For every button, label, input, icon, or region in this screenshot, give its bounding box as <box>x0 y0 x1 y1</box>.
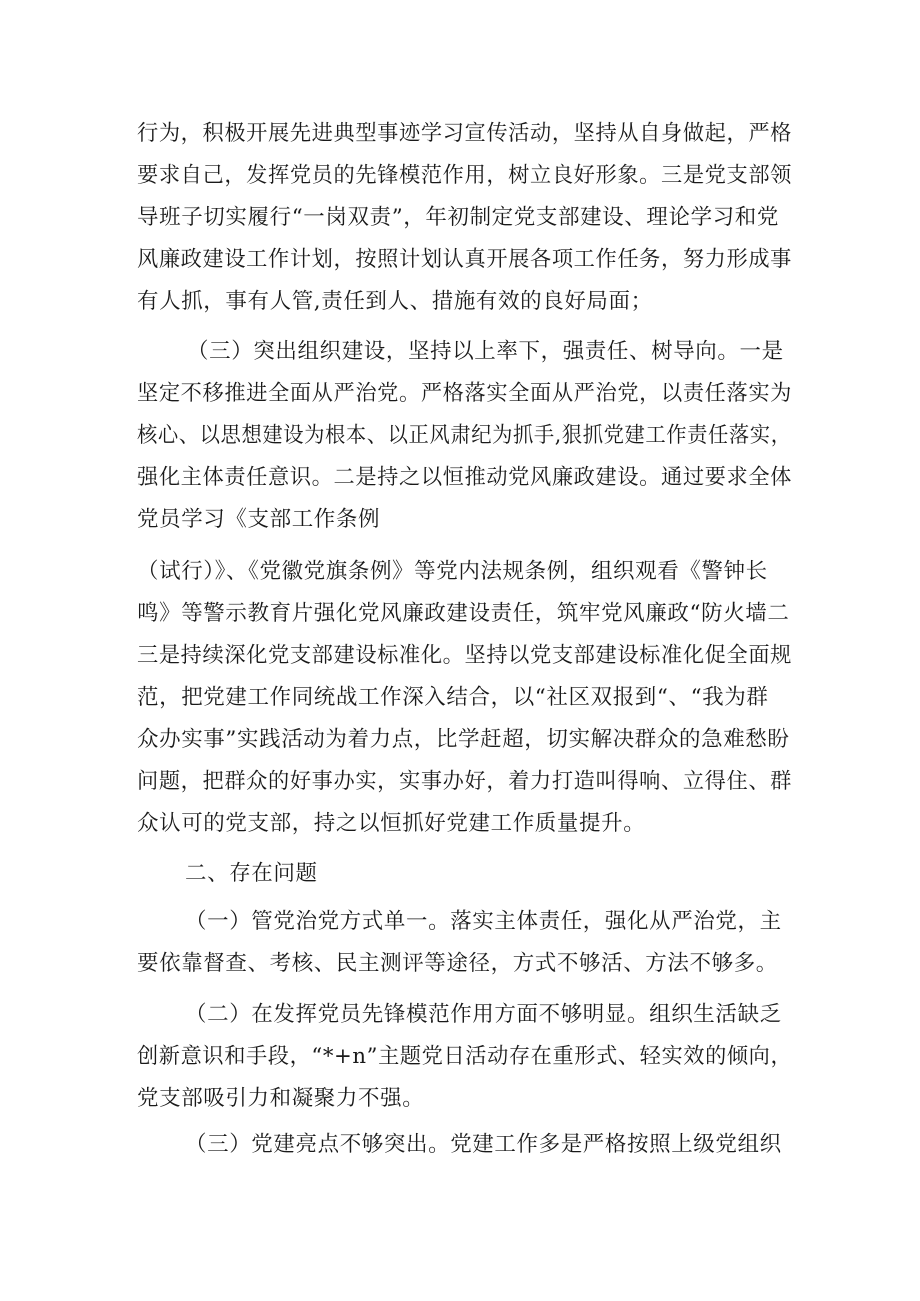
paragraph-line: 导班子切实履行“一岗双责”，年初制定党支部建设、理论学习和党 <box>137 205 779 230</box>
paragraph-line: 核心、以思想建设为根本、以正风肃纪为抓手,狠抓党建工作责任落实， <box>137 423 792 448</box>
paragraph-line: （一）管党治党方式单一。落实主体责任，强化从严治党，主 <box>185 909 782 934</box>
paragraph-line: 要依靠督查、考核、民主测评等途径，方式不够活、方法不够多。 <box>137 951 778 976</box>
paragraph-line: 风廉政建设工作计划，按照计划认真开展各项工作任务，努力形成事 <box>137 247 792 272</box>
paragraph-line: （三）突出组织建设，坚持以上率下，强责任、树导向。一是 <box>187 339 784 364</box>
paragraph-line: 党员学习《支部工作条例 <box>137 507 381 532</box>
paragraph-line: 坚定不移推进全面从严治党。严格落实全面从严治党，以责任落实为 <box>137 381 792 406</box>
paragraph-line: 强化主体责任意识。二是持之以恒推动党风廉政建设。通过要求全体 <box>137 465 792 490</box>
paragraph-line: 众办实事”实践活动为着力点，比学赶超，切实解决群众的急难愁盼 <box>137 727 790 752</box>
paragraph-line: （二）在发挥党员先锋模范作用方面不够明显。组织生活缺乏 <box>185 1002 782 1027</box>
paragraph-line: （三）党建亮点不够突出。党建工作多是严格按照上级党组织 <box>185 1132 782 1157</box>
paragraph-line: （试行）》、《党徽党旗条例》等党内法规条例，组织观看《警钟长 <box>137 559 768 584</box>
paragraph-line: 要求自己，发挥党员的先锋模范作用，树立良好形象。三是党支部领 <box>137 163 792 188</box>
paragraph-line: 行为，积极开展先进典型事迹学习宣传活动，坚持从自身做起，严格 <box>137 121 792 146</box>
paragraph-line: 问题，把群众的好事办实，实事办好，着力打造叫得响、立得住、群 <box>137 769 792 794</box>
paragraph-line: 创新意识和手段，“*+n”主题党日活动存在重形式、轻实效的倾向， <box>137 1044 793 1069</box>
section-heading: 二、存在问题 <box>185 861 318 886</box>
paragraph-line: 范，把党建工作同统战工作深入结合，以“社区双报到“、“我为群 <box>137 685 769 710</box>
paragraph-line: 三是持续深化党支部建设标准化。坚持以党支部建设标准化促全面规 <box>137 643 792 668</box>
paragraph-line: 鸣》等警示教育片强化党风廉政建设责任，筑牢党风廉政“防火墙二 <box>137 601 790 626</box>
paragraph-line: 众认可的党支部，持之以恒抓好党建工作质量提升。 <box>137 811 646 836</box>
paragraph-line: 有人抓，事有人管,责任到人、措施有效的良好局面； <box>137 289 653 314</box>
paragraph-line: 党支部吸引力和凝聚力不强。 <box>137 1086 425 1111</box>
